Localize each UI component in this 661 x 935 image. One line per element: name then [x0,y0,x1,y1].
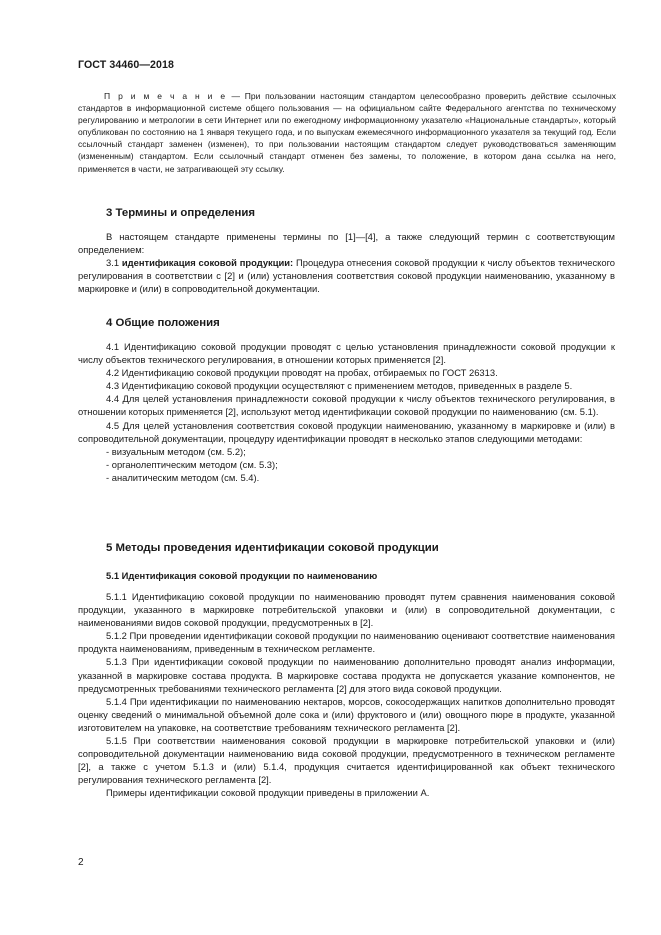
method-list-item: - визуальным методом (см. 5.2); [106,445,246,457]
page-number: 2 [78,857,84,868]
section-5 [78,541,615,800]
section-3-intro: В настоящем стандарте применены термины по [1]—[4], а также следующий термин с соответствующим определением: [78,231,615,256]
note-label: П р и м е ч а н и е [104,91,227,101]
clause-4-4: 4.4 Для целей установления принадлежности соковой продукции к числу объектов технического регулирования, в отношении которых применяется [2], используют метод идентификации соковой продукции по наименованию (см. 5.1). [78,393,615,418]
clause-4-5: 4.5 Для целей установления соответствия соковой продукции наименованию, указанному в маркировке и (или) в сопроводительной документации, процедуру идентификации проводят в несколько этапов следующими методами: [78,419,615,444]
note-text: — При пользовании настоящим стандартом целесообразно проверить действие ссылочных стандартов в информационной системе общего пользования — на официальном сайте Федерального агентства по техническому регулированию и метрологии в сети Интернет или по ежегодному информационному указателю «Национальные стандарты», который опубликован по состоянию на 1 января текущего года, и по выпускам ежемесячного информационного указателя за текущий год. Если ссылочный стандарт заменен (изменен), то при пользовании настоящим стандартом следует руководствоваться заменяющим (измененным) стандартом. Если ссылочный стандарт отменен без замены, то положение, в котором дана ссылка на него, применяется в части, не затрагивающей эту ссылку. [78,91,616,174]
section-3-title: 3 Термины и определения [106,207,256,219]
clause-5-1-3: 5.1.3 При идентификации соковой продукции по наименованию дополнительно проводят анализ информации, указанной в маркировке состава продукта. В маркировке состава продукта не допускается указание компонентов, не предусмотренных требованиями технического регламента [2] для этого вида соковой продукции. [78,656,615,694]
section-4-body [78,340,615,484]
section-3 [78,206,615,295]
term-number: 3.1 [106,257,122,269]
method-list-item: - аналитическим методом (см. 5.4). [106,471,260,483]
examples-note: Примеры идентификации соковой продукции приведены в приложении А. [106,787,430,799]
clause-5-1-1: 5.1.1 Идентификацию соковой продукции по наименованию проводят путем сравнения наименования соковой продукции, указанного в маркировке потребительской упаковки и (или) в сопроводительной документации, с наименованиями видов соковой продукции, предусмотренных в [2]. [78,591,615,629]
clause-4-2: 4.2 Идентификацию соковой продукции проводят на пробах, отбираемых по ГОСТ 26313. [106,367,498,379]
section-5-title: 5 Методы проведения идентификации соковой продукции [106,542,439,554]
term-3-1 [78,256,615,295]
note-block [78,90,616,175]
term-definition: Процедура отнесения соковой продукции к числу объектов технического регулирования в соответствии с [2] и (или) установления соответствия соковой продукции наименованию, указанному в маркировке и (или) в сопроводительной документации. [78,257,616,295]
clause-4-1: 4.1 Идентификацию соковой продукции проводят с целью установления принадлежности соковой продукции к числу объектов технического регулирования, в отношении которых применяется [2]. [78,341,615,366]
clause-4-3: 4.3 Идентификацию соковой продукции осуществляют с применением методов, приведенных в разделе 5. [106,380,573,392]
note-paragraph [78,90,616,175]
clause-5-1-2: 5.1.2 При проведении идентификации соковой продукции по наименованию оценивают соответствие наименования продукта наименованиям, приведенным в техническом регламенте. [78,630,615,655]
document-header: ГОСТ 34460—2018 [78,59,175,71]
method-list-item: - органолептическим методом (см. 5.3); [106,458,278,470]
clause-5-1-4: 5.1.4 При идентификации по наименованию нектаров, морсов, сокосодержащих напитков дополнительно проводят оценку сведений о минимальной объемной доле сока и (или) фруктового и (или) овощного пюре в продукте, указанной изготовителем на упаковке, на соответствие требованиям технического регламента [2]. [78,695,615,733]
section-5-body [78,590,615,800]
clause-5-1-5: 5.1.5 При соответствии наименования соковой продукции в маркировке потребительской упаковки и (или) сопроводительной документации наименованию вида соковой продукции, предусмотренного в техническом регламенте [2], а также с учетом 5.1.3 и (или) 5.1.4, продукция считается идентифицированной как объект технического регулирования технического регламента [2]. [78,735,615,786]
section-3-body [78,230,615,295]
subsection-5-1-title: 5.1 Идентификация соковой продукции по наименованию [106,570,378,581]
term-name: идентификация соковой продукции: [121,257,294,269]
section-4-title: 4 Общие положения [106,317,220,329]
section-4 [78,316,615,484]
